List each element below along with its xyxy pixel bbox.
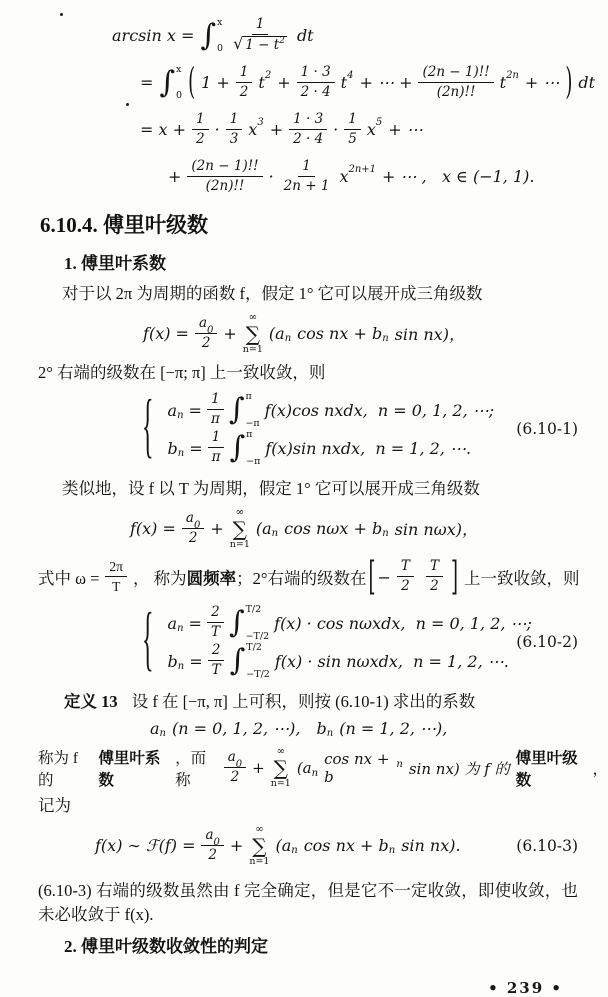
- denominator: (2n)!!: [436, 83, 476, 100]
- math-fragment: (n = 1, 2, ⋯),: [339, 718, 448, 738]
- subscript: 0: [235, 759, 243, 771]
- numerator: [201, 827, 223, 846]
- summation-lower-limit: n=1: [249, 855, 270, 867]
- math-fragment: + ⋯: [388, 120, 423, 139]
- fraction: [208, 429, 225, 466]
- denominator: T: [210, 624, 220, 640]
- power-term: [248, 117, 264, 139]
- text-fragment: ，: [592, 761, 608, 778]
- exponent: 2n: [506, 70, 519, 81]
- fraction: [289, 111, 327, 148]
- numerator: 1 · 3: [289, 111, 327, 130]
- term: [269, 324, 291, 343]
- term: [168, 439, 185, 458]
- numerator: (2n − 1)!!: [418, 64, 493, 83]
- integral-limits: [246, 643, 270, 679]
- equation-number: (6.10-1): [516, 420, 578, 438]
- math-fragment: +: [269, 120, 284, 139]
- equals-sign: =: [189, 651, 203, 671]
- fraction: [207, 604, 224, 641]
- fraction: [297, 64, 335, 101]
- numerator: [224, 749, 246, 771]
- cases-brace: {: [142, 601, 154, 680]
- fraction: [105, 558, 127, 595]
- numerator: 1: [344, 111, 361, 130]
- term: [317, 719, 334, 738]
- term: [275, 836, 297, 855]
- term: [168, 614, 184, 633]
- fraction: [344, 111, 361, 148]
- integral-limits: [217, 18, 223, 54]
- plus-sign: +: [229, 836, 244, 855]
- integral-upper-limit: π: [245, 391, 252, 402]
- definition-text: 设 f 在 [−π, π] 上可积，则按 (6.10-1) 求出的系数: [131, 692, 476, 711]
- page-number: • 239 •: [488, 979, 563, 997]
- math-fragment: +: [168, 167, 182, 186]
- equation-system-6-10-1: [0, 388, 608, 467]
- summation-lower-limit: n=1: [270, 778, 291, 790]
- math-fragment: sin nx)，: [394, 325, 465, 344]
- summation-lower-limit: n=1: [229, 538, 250, 550]
- math-fragment: (a: [255, 519, 272, 538]
- term: [168, 652, 185, 671]
- formula-6-10-3: [0, 822, 608, 869]
- fraction: [187, 158, 262, 195]
- power-term: [258, 70, 272, 92]
- exponent: 2: [279, 36, 285, 46]
- math-fragment: dt: [296, 26, 314, 45]
- subscript: n: [177, 660, 185, 672]
- integral-lower-limit: 0: [176, 90, 183, 101]
- formula-fourier-series-T: [0, 505, 608, 552]
- text-fragment: ，而称: [175, 750, 207, 789]
- math-line-arcsin-2: [140, 59, 608, 106]
- text-fragment: 式中 ω =: [38, 569, 100, 588]
- paragraph-fourier-coefficients-naming: [38, 744, 608, 792]
- radicand: [243, 36, 287, 55]
- math-fragment: f(x) · sin nωxdx, n = 1, 2, ⋯.: [274, 651, 509, 671]
- denominator: 2n + 1: [283, 177, 330, 194]
- summation-upper-limit: ∞: [248, 311, 258, 323]
- subscript: n: [159, 727, 166, 739]
- fraction: [195, 315, 217, 352]
- exponent: 4: [347, 70, 354, 81]
- equation-number: (6.10-3): [516, 836, 578, 855]
- summation-symbol: ∑: [273, 756, 288, 781]
- fraction: [280, 158, 334, 195]
- integral: [229, 605, 269, 641]
- fraction: [182, 510, 204, 547]
- fraction: [426, 558, 443, 595]
- math-fragment: t: [340, 73, 348, 92]
- minus-sign: −: [377, 567, 391, 587]
- math-fragment: +: [277, 73, 291, 92]
- text-fragment: 称为 f 的: [38, 750, 79, 789]
- subscript: n: [311, 768, 319, 779]
- math-fragment: (n = 0, 1, 2, ⋯),: [172, 718, 301, 738]
- math-fragment: + ⋯ , x ∈ (−1, 1).: [382, 167, 535, 186]
- coefficients-line: [150, 716, 608, 740]
- summation-upper-limit: ∞: [276, 746, 285, 758]
- coefficient-bn-formula-T: [168, 642, 532, 680]
- subscript: 0: [213, 836, 220, 848]
- formula-fourier-series-2pi: [0, 310, 608, 357]
- integral-limits: [245, 392, 259, 428]
- numerator: T: [426, 558, 443, 577]
- subscript: n: [177, 447, 185, 459]
- multiply-dot: ·: [333, 120, 339, 139]
- paragraph-period-T: 类似地，设 f 以 T 为周期，假定 1° 它可以展开成三角级数: [62, 479, 480, 498]
- subscript: 0: [193, 519, 201, 531]
- fraction: [226, 111, 243, 148]
- denominator: π: [210, 411, 220, 427]
- plus-sign: +: [210, 519, 224, 538]
- subscript: n: [396, 759, 403, 770]
- numerator: T: [397, 558, 414, 577]
- numerator: 1: [236, 64, 253, 83]
- denominator: 2: [239, 83, 249, 100]
- plus-sign: +: [252, 759, 265, 777]
- paragraph-denoted-as: 记为: [38, 796, 71, 815]
- summation-upper-limit: ∞: [235, 506, 244, 518]
- math-fragment: a: [185, 509, 194, 526]
- fraction: [207, 391, 224, 428]
- denominator: 2: [196, 130, 205, 147]
- denominator: 2: [430, 578, 439, 594]
- numerator: 1: [207, 391, 224, 410]
- math-fragment: =: [140, 73, 154, 92]
- denominator: π: [211, 449, 221, 465]
- integral-upper-limit: T/2: [246, 642, 262, 653]
- fraction: [229, 16, 291, 54]
- equation-system-6-10-2: [0, 601, 608, 680]
- term: [324, 750, 403, 786]
- numerator: 1 · 3: [297, 64, 335, 83]
- math-fragment: b: [167, 438, 178, 458]
- math-fragment: f(x)cos nxdx, n = 0, 1, 2, ⋯;: [264, 400, 495, 420]
- math-fragment: arcsin x =: [112, 26, 195, 45]
- integral-lower-limit: −π: [246, 455, 261, 467]
- cases-rows: [168, 391, 495, 467]
- paragraph-convergence-remark: (6.10-3) 右端的级数虽然由 f 完全确定，但是它不一定收敛，即使收敛，也未必收敛于 f(x).: [38, 881, 578, 924]
- integral-upper-limit: x: [217, 16, 223, 28]
- math-fragment: 1 +: [201, 73, 230, 92]
- numerator: 1: [208, 429, 225, 448]
- math-line-arcsin-4: [168, 153, 608, 200]
- coefficient-an-formula-T: [168, 604, 532, 642]
- paragraph-angular-frequency: [38, 554, 608, 600]
- math-fragment: (a: [268, 324, 285, 343]
- summation: [230, 508, 250, 550]
- summation-lower-limit: n=1: [242, 343, 263, 355]
- denominator: 5: [348, 130, 357, 147]
- summation-symbol: ∑: [252, 833, 267, 858]
- term: [304, 836, 396, 855]
- math-fragment: b: [167, 651, 178, 671]
- coefficient-bn-formula: [168, 429, 495, 467]
- math-fragment: t: [258, 73, 265, 92]
- denominator: 3: [229, 130, 239, 147]
- definition-label: 定义 13: [64, 692, 118, 711]
- subscript: n: [284, 333, 292, 344]
- left-bracket: [: [368, 553, 376, 601]
- numerator: 2: [207, 604, 224, 623]
- summation-symbol: ∑: [245, 321, 260, 346]
- math-fragment: = x +: [140, 120, 187, 139]
- section-heading: 6.10.4. 傅里叶级数: [40, 213, 208, 237]
- integral-symbol: ∫: [229, 430, 246, 465]
- integral-upper-limit: π: [246, 429, 253, 440]
- term: [297, 759, 318, 777]
- fraction: [192, 111, 209, 148]
- power-term: [366, 117, 383, 139]
- sqrt-symbol: √: [233, 34, 244, 53]
- subscript: n: [271, 528, 279, 539]
- math-line-arcsin-3: [140, 106, 608, 153]
- subscript: n: [177, 409, 184, 421]
- summation-upper-limit: ∞: [255, 823, 264, 835]
- denominator: 2: [401, 578, 410, 594]
- denominator: 2: [188, 529, 198, 546]
- text-fragment: ；2°右端的级数在: [236, 569, 367, 588]
- integral-symbol: ∫: [200, 17, 217, 53]
- math-line-arcsin-1: [112, 12, 608, 59]
- denominator: 2 · 4: [300, 83, 331, 100]
- subsection-2-heading: 2. 傅里叶级数收敛性的判定: [64, 937, 268, 956]
- integral-limits: [246, 605, 270, 641]
- right-paren: ): [565, 61, 573, 104]
- denominator: 2: [230, 769, 240, 785]
- bold-term-fourier-coefficients: 傅里叶系数: [98, 750, 161, 789]
- term: [150, 719, 166, 738]
- math-fragment: (a: [296, 759, 312, 777]
- denominator: (2n)!!: [205, 177, 245, 194]
- math-fragment: x: [339, 167, 349, 186]
- integral-lower-limit: −T/2: [245, 630, 270, 642]
- integral: [230, 643, 270, 679]
- math-fragment: dt: [578, 73, 596, 92]
- math-fragment: cos nx + b: [303, 836, 389, 855]
- denominator: 2: [201, 334, 211, 351]
- subscript: n: [382, 333, 389, 344]
- equals-sign: =: [189, 438, 203, 458]
- paragraph-periodic-2pi: 对于以 2π 为周期的函数 f，假定 1° 它可以展开成三角级数: [62, 284, 483, 303]
- numerator: (2n − 1)!!: [187, 158, 262, 177]
- multiply-dot: ·: [268, 167, 274, 186]
- plus-sign: +: [223, 324, 237, 343]
- math-fragment: a: [198, 314, 208, 331]
- integral-limits: [176, 65, 182, 101]
- equation-number: (6.10-2): [516, 633, 578, 651]
- math-fragment: a: [167, 400, 178, 420]
- cases-brace: {: [142, 388, 154, 467]
- exponent: 2n+1: [348, 164, 377, 175]
- arcsin-derivation: [0, 12, 608, 200]
- scan-speck: [126, 103, 129, 106]
- math-fragment: f(x)sin nxdx, n = 1, 2, ⋯.: [265, 438, 472, 458]
- integral: [229, 392, 260, 428]
- summation: [249, 825, 269, 867]
- equals-sign: =: [188, 613, 202, 633]
- fraction: [208, 642, 225, 679]
- term: [297, 324, 389, 343]
- denominator: 2 · 4: [293, 130, 324, 147]
- bold-term-angular-frequency: 圆频率: [186, 569, 237, 588]
- math-fragment: a: [227, 749, 236, 766]
- subscript: n: [177, 622, 184, 634]
- denominator: [229, 35, 291, 55]
- integral-symbol: ∫: [228, 605, 245, 640]
- denominator: T: [112, 579, 121, 594]
- integral: [230, 430, 261, 466]
- math-fragment: b: [316, 718, 327, 738]
- math-fragment: 1 − t: [245, 37, 280, 53]
- term: [168, 401, 184, 420]
- equals-sign: =: [188, 400, 202, 420]
- numerator: [195, 315, 217, 334]
- math-fragment: cos nωx + b: [284, 519, 383, 538]
- power-term: [499, 70, 519, 92]
- exponent: 5: [375, 117, 383, 128]
- coefficient-an-formula: [168, 391, 495, 429]
- math-fragment: a: [205, 826, 214, 843]
- integral-lower-limit: −T/2: [246, 668, 270, 680]
- integral: [159, 65, 182, 101]
- math-fragment: a: [167, 613, 178, 633]
- summation-symbol: ∑: [232, 516, 247, 541]
- math-fragment: + ⋯ +: [359, 73, 413, 92]
- numerator: 2: [208, 642, 225, 661]
- math-fragment: sin nωx)，: [394, 520, 478, 539]
- numerator: 1: [226, 111, 243, 130]
- math-fragment: f(x) · cos nωxdx, n = 0, 1, 2, ⋯;: [274, 613, 532, 633]
- multiply-dot: ·: [214, 120, 220, 139]
- term: [256, 519, 278, 538]
- summation: [243, 313, 263, 355]
- subscript: n: [388, 845, 396, 856]
- numerator: 1: [298, 158, 315, 177]
- fraction: [201, 827, 223, 864]
- text-fragment: 上一致收敛，则: [463, 569, 580, 588]
- numerator: 1: [252, 16, 269, 35]
- integral-lower-limit: 0: [217, 43, 224, 54]
- right-bracket: ]: [450, 553, 458, 601]
- exponent: 3: [257, 117, 264, 128]
- square-root: [233, 36, 287, 55]
- integral-symbol: ∫: [228, 392, 245, 427]
- integral: [200, 18, 223, 54]
- power-term: [340, 70, 354, 92]
- term: [284, 519, 389, 538]
- bold-term-fourier-series: 傅里叶级数: [515, 750, 578, 789]
- math-fragment: cos nx + b: [324, 750, 390, 786]
- subscript: n: [382, 528, 389, 539]
- math-fragment: a: [150, 718, 160, 738]
- math-fragment: f(x) ∼ ℱ(f) =: [95, 836, 196, 855]
- integral-limits: [246, 430, 260, 466]
- math-fragment: sin nx).: [401, 836, 461, 855]
- subscript: 0: [207, 324, 214, 336]
- fraction: [236, 64, 253, 101]
- numerator: [182, 510, 204, 529]
- definition-13: [64, 690, 608, 714]
- text-fragment: ， 称为: [133, 569, 187, 588]
- numerator: 2π: [105, 558, 127, 577]
- math-fragment: x: [366, 120, 376, 139]
- subscript: n: [326, 727, 334, 739]
- cases-rows: [168, 604, 532, 680]
- power-term: [339, 164, 377, 186]
- exponent: 2: [264, 70, 272, 81]
- math-fragment: x: [248, 120, 258, 139]
- fraction: [397, 558, 414, 595]
- numerator: 1: [192, 111, 209, 130]
- math-fragment: t: [499, 73, 507, 92]
- integral-symbol: ∫: [159, 64, 176, 100]
- fraction: [224, 749, 246, 786]
- scan-speck: [60, 13, 63, 16]
- denominator: 2: [208, 846, 217, 863]
- math-fragment: + ⋯: [524, 73, 560, 92]
- integral-upper-limit: x: [176, 63, 182, 75]
- integral-upper-limit: T/2: [245, 604, 262, 615]
- summation: [271, 747, 291, 789]
- math-fragment: sin nx) 为 f 的: [408, 759, 510, 778]
- subsection-1-heading: 1. 傅里叶系数: [64, 254, 166, 273]
- subscript: n: [291, 845, 298, 856]
- denominator: T: [211, 662, 221, 678]
- fraction: [418, 64, 493, 101]
- math-fragment: f(x) =: [143, 324, 189, 343]
- integral-symbol: ∫: [229, 643, 246, 678]
- math-fragment: (a: [275, 836, 292, 855]
- math-fragment: cos nx + b: [297, 324, 383, 343]
- integral-lower-limit: −π: [245, 417, 260, 429]
- paragraph-uniform-convergence-2pi: 2° 右端的级数在 [−π; π] 上一致收敛，则: [38, 363, 326, 382]
- left-paren: (: [188, 61, 196, 104]
- math-fragment: f(x) =: [129, 519, 176, 538]
